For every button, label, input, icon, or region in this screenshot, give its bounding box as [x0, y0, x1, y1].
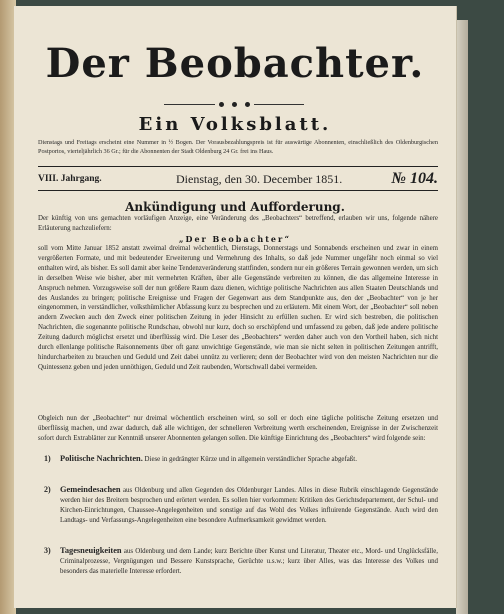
list-item [38, 454, 438, 484]
item-text: aus Oldenburg und dem Lande; kurz Berichte über Kunst und Literatur, Theater etc., Mord- und Unglücksfälle, Criminalprozesse, Vergnügungen und Bessere Kunstsprache, Gerüchte u.s.w.; kurz über Alles, was das Interesse des Volkes und besonders das materielle Interesse erfordert. [60, 548, 438, 575]
item-heading: Politische Nachrichten. [60, 454, 143, 463]
item-heading: Tagesneuigkeiten [60, 546, 122, 555]
issue-number: № 104. [391, 170, 438, 187]
item-text: Diese in gedrängter Kürze und in allgemein verständlicher Sprache abgefaßt. [144, 456, 357, 463]
volume-year: VIII. Jahrgang. [38, 174, 102, 184]
item-text: aus Oldenburg und allen Gegenden des Oldenburger Landes. Alles in diese Rubrik einschlagende Gegenstände werden hier des Breitern besprochen und erörtert werden. Es sollen hier vorkommen: Kritiken des Gerichtsdepartement, der Schul- und Kirchen-Einrichtungen, Chaussee-Angelegenheiten und sonstige auf das Wohl des Volkes influirende Gegenstände. Auch wird den Landtags- und Verfassungs-Angelegenheiten eine besondere Aufmerksamkeit gewidmet werden. [60, 487, 438, 524]
rule-top [38, 166, 438, 167]
rule-bottom [38, 190, 438, 191]
article-headline: Ankündigung und Aufforderung. [125, 200, 345, 214]
beobachter-title-line: „Der Beobachter“ [178, 234, 292, 244]
item-number: 2) [44, 485, 51, 494]
page-stack-edge [456, 20, 468, 614]
item-number: 3) [44, 546, 51, 555]
dateline [38, 170, 438, 190]
list-item [38, 546, 438, 586]
issue-date: Dienstag, den 30. December 1851. [176, 172, 343, 186]
intro-paragraph: Der künftig von uns gemachten vorläufigen Anzeige, eine Veränderung des „Beobachters“ betreffend, erlauben wir uns, folgende nähere Erläuterung nachzuliefern: [38, 215, 438, 232]
imprint-notice: Dienstags und Freitags erscheint eine Nummer in ½ Bogen. Der Vorausbezahlungspreis ist für auswärtige Abonnenten, einschließlich des Oldenburgischen Postportos, vierteljährlich 36 Gr.; für die Abonnenten der Stadt Oldenburg 24 Gr. frei ins Haus. [38, 139, 438, 155]
paragraph-1: soll vom Mitte Januar 1852 anstatt zweimal dreimal wöchentlich, Dienstags, Donnerstags und Sonnabends erscheinen und zwar in einem vergrößerten Formate, und mit bedeutender Erweiterung und Vermehrung des Inhalts, so daß jede Nummer ungefähr noch einmal so viel enthalten wird, als bisher. Es soll damit aber keine Tendenzveränderung stattfinden, sondern nur ein größeres Terrain gewonnen werden, um sich in derselben Weise wie bisher, aber mit vermehrten Kräften, über alle Gegenstände verbreiten zu können, die das allgemeine Interesse in Anspruch nehmen. Vorzugsweise soll der nun größere Raum dazu dienen, wichtige politische Nachrichten aus allen Staaten Deutschlands und des Auslandes zu bringen; politische Ereignisse und Fragen der Gegenwart aus dem Standpunkte aus, den der „Beobachter“ von je her eingenommen, in verständlicher, volksthümlicher Abfassung kurz zu besprechen und zu erläutern. Mit einem Wort, der „Beobachter“ soll neben andern Zwecken auch den Zweck einer politischen Zeitung in jeder Hinsicht zu erfüllen suchen. Er wird sich bestreben, die politischen Nachrichten, die sogenannte politische Rundschau, obwohl nur kurz, doch so erschöpfend und umfassend zu geben, daß jede andere politische Zeitung dadurch möglichst ersetzt und überflüssig wird. Die Leser des „Beobachters“ werden daher auch von den Vortheil haben, sich nicht durch ellenlange politische Raisonnements über oft ganz unwichtige Gegenstände, wie man sie nicht selten in politischen Zeitungen antrifft, hindurcharbeiten zu brauchen und Geduld und Zeit dabei unnütz zu verlieren; denn der Beobachter wird von den meisten Nachrichten nur die Quintessenz geben und jeden unnöthigen, Geduld und Zeit raubenden, Wortschwall dabei vermeiden. [38, 245, 438, 371]
list-item [38, 485, 438, 545]
subtitle: Ein Volksblatt. [138, 114, 332, 135]
section-list [38, 454, 438, 587]
item-number: 1) [44, 454, 51, 463]
masthead-title: Der Beobachter. [45, 40, 425, 87]
item-heading: Gemeindesachen [60, 485, 121, 494]
ornament-divider [164, 100, 304, 108]
paragraph-2: Obgleich nun der „Beobachter“ nur dreimal wöchentlich erscheinen wird, so soll er doch eine tägliche politische Zeitung ersetzen und überflüssig machen, und zwar dadurch, daß alle wichtigen, der schnelleren Verbreitung werth erscheinenden, Ereignisse in der Zwischenzeit sofort durch Extrablätter zur Kenntniß unserer Abonnenten gelangen sollen. Die künftige Einrichtung des „Beobachters“ wird folgende sein: [38, 415, 438, 442]
newspaper-page [14, 6, 457, 608]
